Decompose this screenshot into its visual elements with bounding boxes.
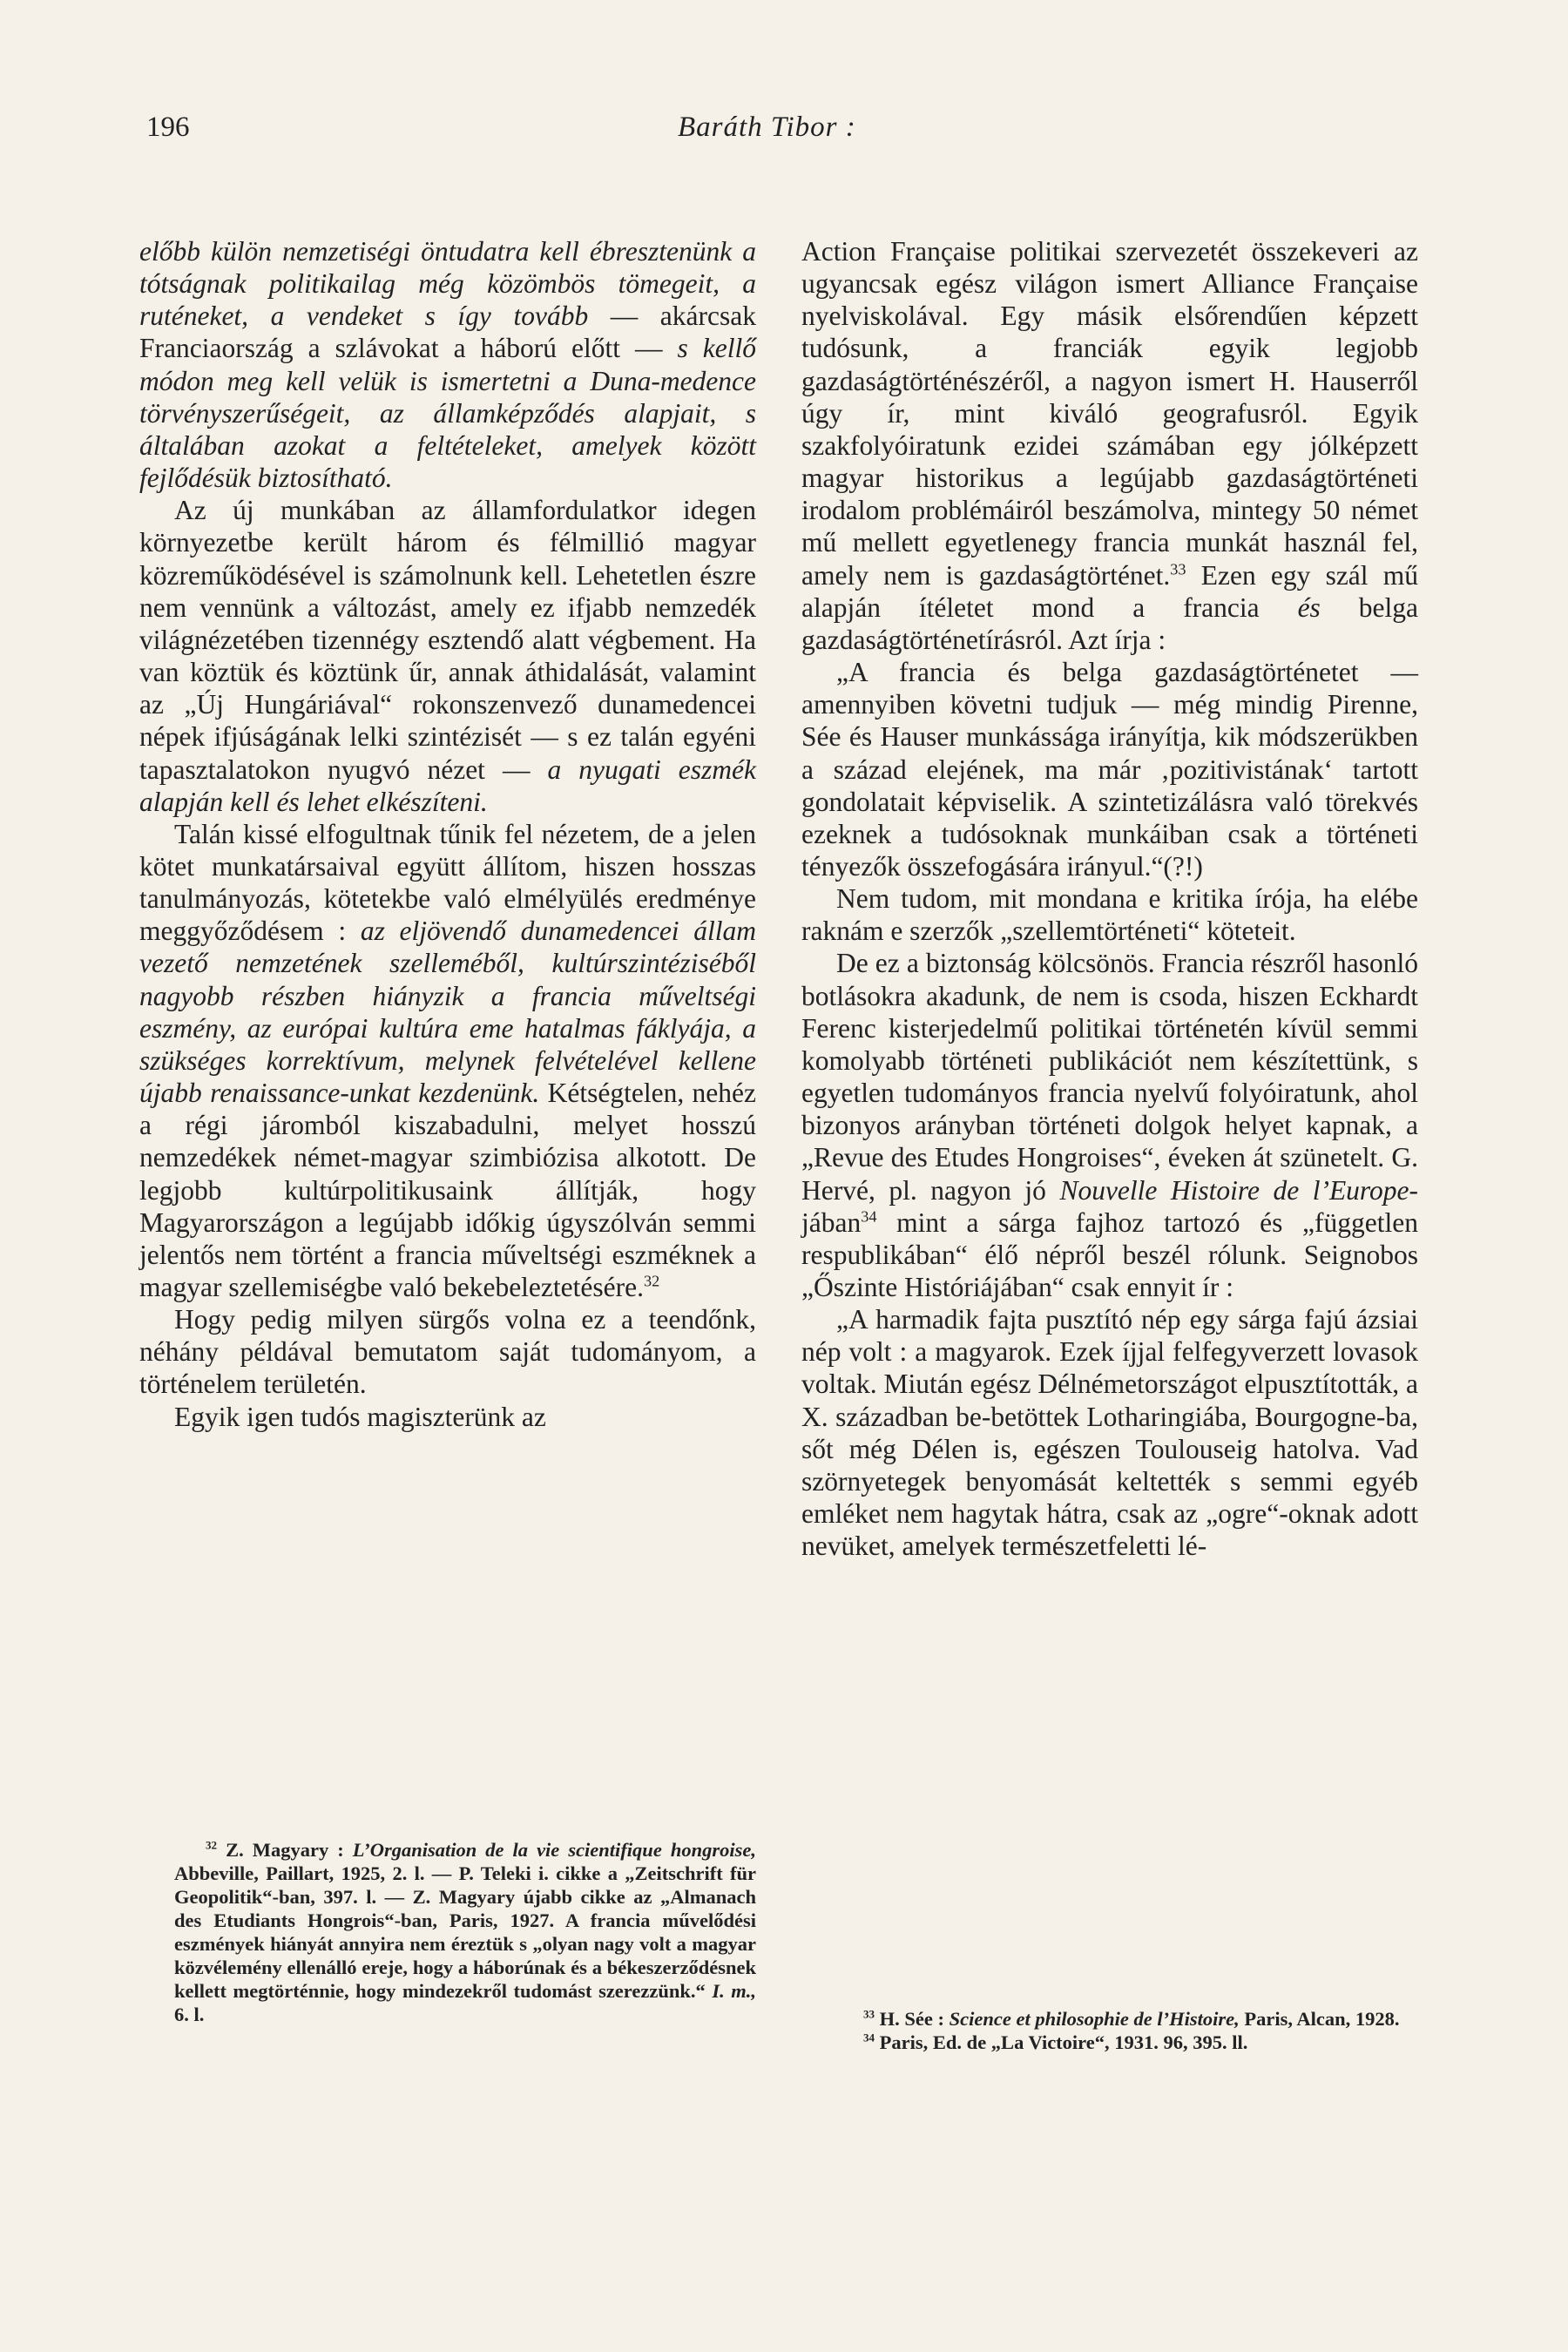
footnote-33 xyxy=(832,2007,1418,2031)
right-column xyxy=(801,235,1418,1562)
page-number: 196 xyxy=(146,112,190,143)
footnote-number: 32 xyxy=(206,1838,218,1852)
paragraph xyxy=(139,235,756,494)
text: Kétségtelen, nehéz a régi járomból kiszabadulni, melyet hosszú nemzedékek német-magyar szimbiózisa alkotott. De legjobb kultúrpolitikusaink állítják, hogy Magyarországon a legújabb időkig úgyszólván semmi jelentős nem történt a francia műveltségi eszméknek a magyar szellemiségbe való bekebeleztetésére. xyxy=(139,1078,756,1302)
italic-text: L’Organisation de la vie scientifique hongroise, xyxy=(352,1839,756,1861)
paragraph xyxy=(801,947,1418,1303)
text: Abbeville, Paillart, 1925, 2. l. — P. Teleki i. cikke a „Zeitschrift für Geopolitik“-ban, 397. l. — Z. Magyary újabb cikke az „Almanach des Etudiants Hongrois“-ban, Paris, 1927. A francia művelődési eszmények hiányát annyira nem éreztük s „olyan nagy volt a magyar közvélemény ellenálló ereje, hogy a háborúnak és a békeszerződésnek kellett megtörténnie, hogy mindezekről tudomást szerezzünk.“ xyxy=(174,1862,756,2002)
text: 6. l. xyxy=(174,2004,205,2025)
text: H. Sée : xyxy=(875,2008,950,2030)
paragraph xyxy=(139,818,756,1303)
italic-text: és xyxy=(1297,591,1321,623)
footnote-ref: 33 xyxy=(1170,560,1186,578)
footnote-ref: 32 xyxy=(643,1272,660,1290)
text: -jában xyxy=(801,1174,1419,1238)
italic-text: Nouvelle Histoire de l’Europe xyxy=(1059,1174,1409,1206)
footnote-number: 34 xyxy=(863,2031,875,2044)
paragraph: Egyik igen tudós magiszterünk az xyxy=(174,1401,546,1432)
text: Z. Magyary : xyxy=(217,1839,353,1861)
italic-text: az eljövendő dunamedencei állam vezető nemzetének szelleméből, kultúrszintéziséből nagyobb részben hiányzik a francia műveltségi eszmény, az európai kultúra eme hatalmas fáklyája, a szükséges korrektívum, melynek felvételével kellene újabb renaissance-unkat kezdenünk. xyxy=(139,916,756,1109)
text: Action Française politikai szervezetét összekeveri az ugyancsak egész világon ismert Alliance Française nyelviskolával. Egy másik elsőrendűen képzett tudósunk, a franciák egyik legjobb gazdaságtörténészéről, a nagyon ismert H. Hauserről úgy ír, mint kiváló geografusról. Egyik szakfolyóiratunk ezidei számában egy jólképzett magyar historikus a legújabb gazdaságtörténeti irodalom problémáiról beszámolva, mintegy 50 német mű mellett egyetlenegy francia munkát használ fel, amely nem is gazdaságtörténet. xyxy=(801,236,1418,591)
footnotes-right xyxy=(832,2007,1418,2054)
italic-text: Science et philosophie de l’Histoire, xyxy=(949,2008,1240,2030)
paragraph xyxy=(801,235,1418,656)
text: belga gazdaságtörténetírásról. Azt írja : xyxy=(801,591,1418,655)
italic-text: I. m., xyxy=(712,1980,756,2002)
running-head: Baráth Tibor : xyxy=(678,112,856,143)
text: Paris, Alcan, 1928. xyxy=(1239,2008,1400,2030)
text: Az új munkában az államfordulatkor idegen környezetbe került három és félmillió magyar közreműködésével is számolnunk kell. Lehetetlen észre nem vennünk a változást, amely ez ifjabb nemzedék világnézetében tizennégy esztendő alatt végbement. Ha van köztük és köztünk űr, annak áthidalását, valamint az „Új Hungáriával“ rokonszenvező dunamedencei népek ifjúságának lelki szintézisét — s ez talán egyéni tapasztalatokon nyugvó nézet — xyxy=(139,495,756,785)
left-column xyxy=(139,235,756,1433)
footnote-ref: 34 xyxy=(861,1207,877,1226)
paragraph: Hogy pedig milyen sürgős volna ez a teendőnk, néhány példával bemutatom saját tudományom, a történelem területén. xyxy=(139,1304,756,1400)
quotation: „A harmadik fajta pusztító nép egy sárga fajú ázsiai nép volt : a magyarok. Ezek íjjal felfegyverzett lovasok voltak. Miután egész Délnémetországot elpusztították, a X. században be-betöttek Lotharingiába, Bourgogne-ba, sőt még Délen is, egészen Toulouseig hatolva. Vad szörnyetegek benyomását keltették s semmi egyéb emléket nem hagytak hátra, csak az „ogre“-oknak adott nevüket, amelyek természetfeletti lé- xyxy=(801,1304,1418,1562)
paragraph: Nem tudom, mit mondana e kritika írója, ha elébe raknám e szerzők „szellemtörténeti“ köteteit. xyxy=(801,883,1418,947)
italic-text: előbb külön nemzetiségi öntudatra kell ébresztenünk a tótságnak politikailag még közömbös tömegeit, a ruténeket, a vendeket s így tovább xyxy=(139,236,756,332)
footnote-34 xyxy=(832,2031,1418,2054)
italic-text: a nyugati eszmék alapján kell és lehet elkészíteni. xyxy=(139,754,756,817)
page-header xyxy=(146,112,1418,155)
footnote-32 xyxy=(174,1838,756,2026)
footnotes-left xyxy=(174,1838,756,2026)
quotation: „A francia és belga gazdaságtörténetet — amennyiben követni tudjuk — még mindig Pirenne, Sée és Hauser munkássága irányítja, kik módszerükben a század elejének, ma már ‚pozitivistának‘ tartott gondolatait képviselik. A szintetizálásra való törekvés ezeknek a tudósoknak munkáiban csak a történeti tényezők összefogására irányul.“(?!) xyxy=(801,657,1418,882)
text: Paris, Ed. de „La Victoire“, 1931. 96, 395. ll. xyxy=(875,2031,1248,2053)
text: — akárcsak Franciaország a szlávokat a háború előtt — xyxy=(139,301,756,364)
footnote-number: 33 xyxy=(863,2007,875,2021)
text: Talán kissé elfogultnak tűnik fel nézetem, de a jelen kötet munkatársaival együtt állítom, hiszen hosszas tanulmányozás, kötetekbe való elmélyülés eredménye meggyőződésem : xyxy=(139,818,756,947)
text: De ez a biztonság kölcsönös. Francia részről hasonló botlásokra akadunk, de nem is csoda, hiszen Eckhardt Ferenc kisterjedelmű politikai történetén kívül semmi komolyabb történeti publikációt nem készítettünk, s egyetlen tudományos francia nyelvű folyóiratunk, ahol bizonyos arányban történeti dolgok helyet kapnak, a „Revue des Etudes Hongroises“, éveken át szünetelt. G. Hervé, pl. nagyon jó xyxy=(801,948,1418,1206)
text: mint a sárga fajhoz tartozó és „független respublikában“ élő népről beszél rólunk. Seignobos „Őszinte Históriájában“ csak ennyit ír : xyxy=(801,1206,1418,1302)
paragraph xyxy=(139,494,756,818)
text: Ezen egy szál mű alapján ítéletet mond a francia xyxy=(801,559,1418,623)
italic-text: s kellő módon meg kell velük is ismertetni a Duna-medence törvényszerűségeit, az államképződés alapjait, s általában azokat a feltételeket, amelyek között fejlődésük biztosítható. xyxy=(139,333,756,494)
